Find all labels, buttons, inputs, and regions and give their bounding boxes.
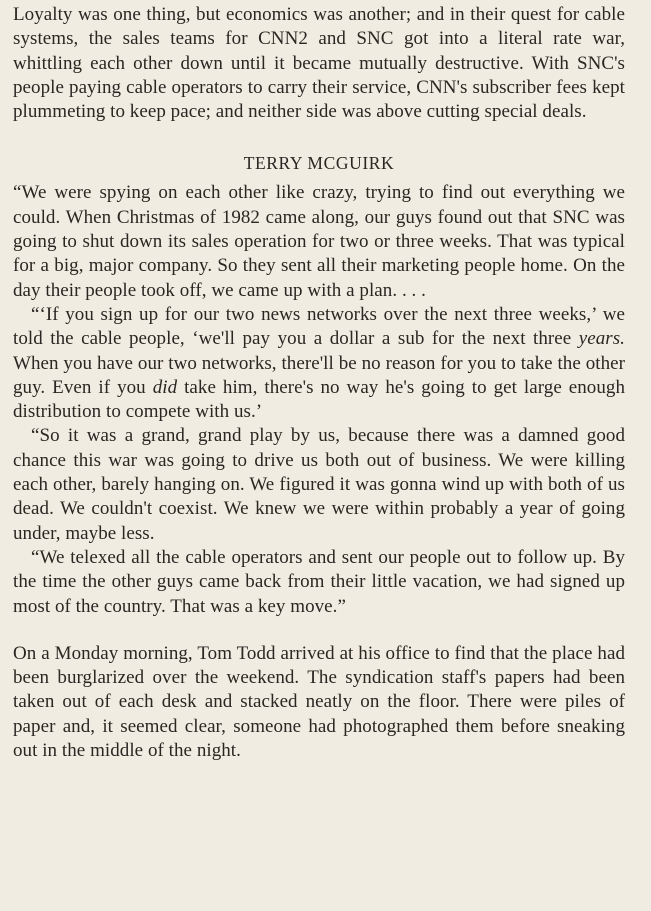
speaker-heading: TERRY MCGUIRK bbox=[243, 153, 395, 174]
quote-paragraph-3: “So it was a grand, grand play by us, because there was a damned good chance this war was going to drive us both out of business. We were killing each other, barely hanging on. We figured it was gonna wind up with both of us dead. We couldn't coexist. We knew we were within probably a year of going under, maybe less. bbox=[13, 425, 625, 544]
quote-paragraph-1: “We were spying on each other like crazy, trying to find out everything we could. When Christmas of 1982 came along, our guys found out that SNC was going to shut down its sales operation for two or three weeks. That was typical for a big, major company. So they sent all their marketing people home. On the day their people took off, we came up with a plan. . . . bbox=[13, 182, 625, 301]
closing-paragraph: On a Monday morning, Tom Todd arrived at his office to find that the place had been burglarized over the weekend. The syndication staff's papers had been taken out of each desk and stacked neatly on the floor. There were piles of paper and, it seemed clear, someone had photographed them before sneaking out in the middle of the night. bbox=[13, 642, 625, 762]
intro-paragraph: Loyalty was one thing, but economics was another; and in their quest for cable systems, the sales teams for CNN2 and SNC got into a literal rate war, whittling each other down until it became mutually destructive. With SNC's people paying cable operators to carry their service, CNN's subscriber fees kept plummeting to keep pace; and neither side was above cutting special deals. bbox=[13, 4, 625, 123]
quote-2-text-b: When you have our two networks, there'll be no reason for you to take the other guy. Even if you bbox=[13, 352, 625, 398]
quote-paragraph-2 bbox=[13, 303, 625, 424]
quote-2-emphasis-years: years. bbox=[578, 328, 625, 350]
book-page bbox=[13, 3, 625, 763]
quote-2-text-a: “‘If you sign up for our two news networks over the next three weeks,’ we told the cable people, ‘we'll pay you a dollar a sub for the next three bbox=[13, 303, 625, 350]
quote-2-emphasis-did: did bbox=[152, 376, 178, 398]
quote-2-text-c: take him, there's no way he's going to get large enough distribution to compete with us.’ bbox=[13, 376, 625, 423]
quote-paragraph-4: “We telexed all the cable operators and sent our people out to follow up. By the time the other guys came back from their little vacation, we had signed up most of the country. That was a key move.” bbox=[13, 546, 625, 617]
